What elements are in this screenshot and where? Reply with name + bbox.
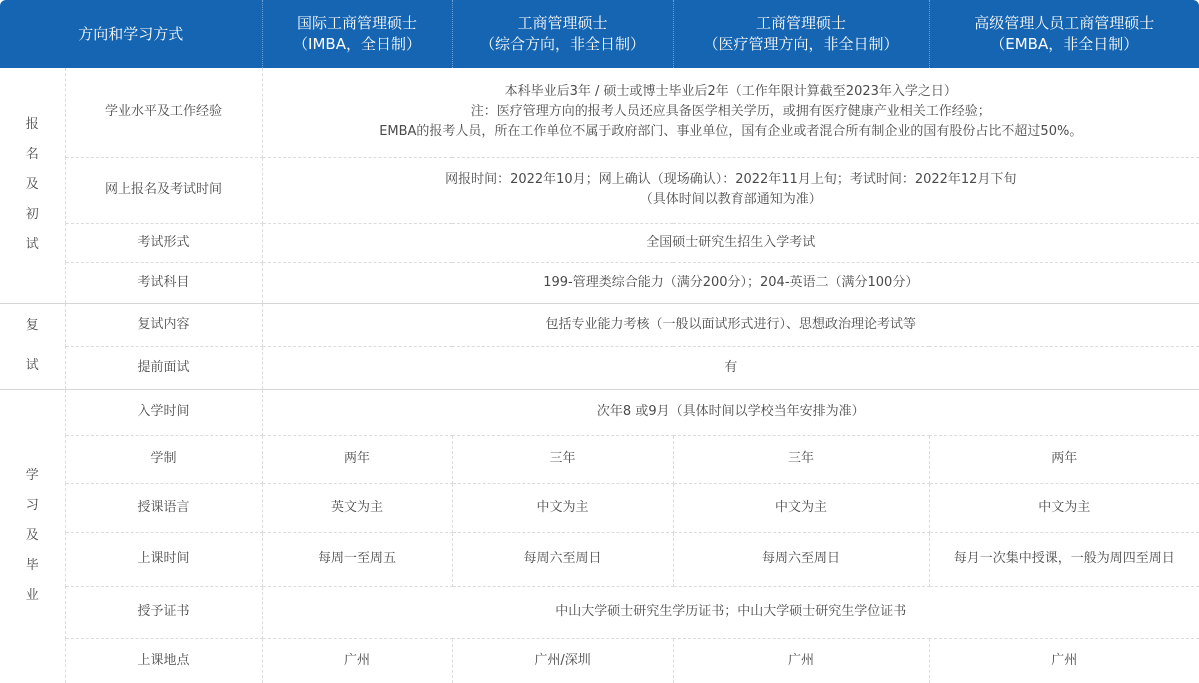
program-name: 高级管理人员工商管理硕士: [974, 14, 1155, 32]
subjects-value: 199-管理类综合能力（满分200分）；204-英语二（满分100分）: [262, 262, 1199, 303]
certificate-value: 中山大学硕士研究生学历证书；中山大学硕士研究生学位证书: [262, 586, 1199, 638]
header-program-imba: [262, 0, 452, 68]
program-name: 工商管理硕士: [756, 14, 847, 32]
duration-mba-general: 三年: [452, 435, 673, 483]
table-row-class-time: [0, 532, 1199, 586]
duration-emba: 两年: [929, 435, 1199, 483]
language-imba: 英文为主: [262, 483, 452, 532]
row-label: 考试科目: [65, 262, 262, 303]
table-row-schedule: [0, 157, 1199, 223]
duration-imba: 两年: [262, 435, 452, 483]
table-row-language: [0, 483, 1199, 532]
program-mode: （IMBA，全日制）: [293, 35, 421, 53]
location-emba: 广州: [1051, 652, 1078, 668]
class-time-mba-medical: 每周六至周日: [673, 532, 929, 586]
table-row-certificate: [0, 586, 1199, 638]
location-mba-medical: 广州: [673, 638, 929, 683]
header-program-mba-medical: [673, 0, 929, 68]
exam-form-value: 全国硕士研究生招生入学考试: [262, 223, 1199, 262]
early-interview-value: 有: [262, 346, 1199, 389]
header-program-mba-general: [452, 0, 673, 68]
table-row-duration: [0, 435, 1199, 483]
table-row-early-interview: [0, 346, 1199, 389]
section-label-retest: 复 试: [0, 303, 65, 389]
row-label: 复试内容: [65, 303, 262, 346]
language-emba: 中文为主: [929, 483, 1199, 532]
row-label: 授予证书: [65, 586, 262, 638]
row-label: 入学时间: [65, 389, 262, 435]
class-time-imba: 每周一至周五: [262, 532, 452, 586]
header-program-emba: [929, 0, 1199, 68]
language-mba-medical: 中文为主: [673, 483, 929, 532]
table-row-location: [0, 638, 1199, 683]
retest-content-value: 包括专业能力考核（一般以面试形式进行）、思想政治理论考试等: [262, 303, 1199, 346]
table-row-enroll: [0, 389, 1199, 435]
location-imba: 广州: [262, 638, 452, 683]
row-label: 提前面试: [65, 346, 262, 389]
program-mode: （医疗管理方向，非全日制）: [703, 35, 899, 53]
section-label-registration: 报 名 及 初 试: [0, 68, 65, 303]
schedule-text: 网报时间：2022年10月；网上确认（现场确认）：2022年11月上旬；考试时间：2022年12月下旬 （具体时间以教育部通知为准）: [262, 157, 1199, 223]
row-label: 上课地点: [65, 638, 262, 683]
program-name: 国际工商管理硕士: [297, 14, 418, 32]
header-row: [0, 0, 1199, 68]
section-label-study: 学 习 及 毕 业: [0, 389, 65, 683]
row-label: 学制: [65, 435, 262, 483]
table-row-qualification: [0, 68, 1199, 157]
row-label: 考试形式: [65, 223, 262, 262]
row-label: 学业水平及工作经验: [65, 68, 262, 157]
table-row-retest-content: [0, 303, 1199, 346]
language-mba-general: 中文为主: [452, 483, 673, 532]
enroll-value: 次年8 或9月（具体时间以学校当年安排为准）: [262, 389, 1199, 435]
duration-mba-medical: 三年: [673, 435, 929, 483]
class-time-emba: 每月一次集中授课，一般为周四至周日: [929, 532, 1199, 586]
program-mode: （EMBA，非全日制）: [990, 35, 1139, 53]
program-name: 工商管理硕士: [517, 14, 608, 32]
row-label: 网上报名及考试时间: [65, 157, 262, 223]
header-category: 方向和学习方式: [0, 0, 262, 68]
table-row-exam-form: [0, 223, 1199, 262]
class-time-mba-general: 每周六至周日: [452, 532, 673, 586]
qualification-text: 本科毕业后3年 / 硕士或博士毕业后2年（工作年限计算截至2023年入学之日） 注：医疗管理方向的报考人员还应具备医学相关学历，或拥有医疗健康产业相关工作经验； EMBA的报考人员，所在工作单位不属于政府部门、事业单位，国有企业或者混合所有制企业的国有股份占比不超过50%。: [262, 68, 1199, 157]
program-mode: （综合方向，非全日制）: [480, 35, 646, 53]
row-label: 上课时间: [65, 532, 262, 586]
table-row-subjects: [0, 262, 1199, 303]
row-label: 授课语言: [65, 483, 262, 532]
location-mba-general: 广州/深圳: [452, 638, 673, 683]
